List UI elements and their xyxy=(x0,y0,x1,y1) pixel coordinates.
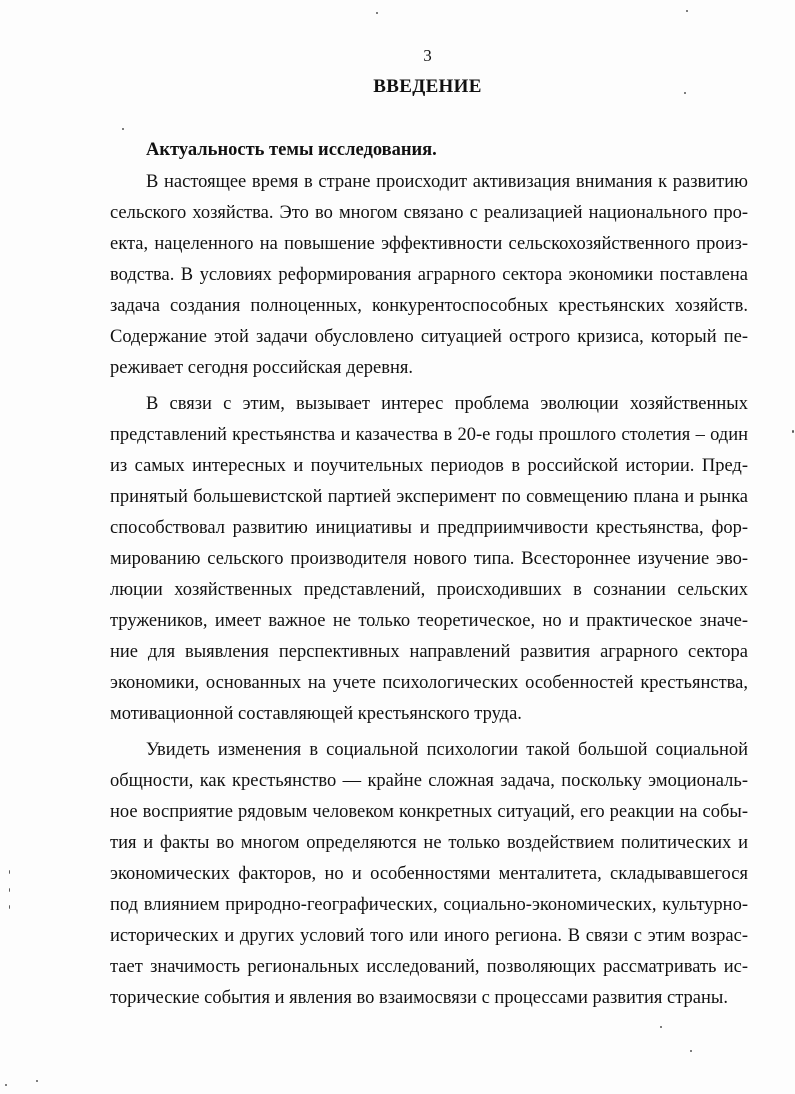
scan-speck xyxy=(9,905,10,909)
scan-speck xyxy=(690,1050,692,1052)
text-line: мированию сельского производителя нового типа. Всестороннее изучение эво- xyxy=(110,549,748,569)
text-line: ное восприятие рядовым человеком конкретных ситуаций, его реакции на собы- xyxy=(110,802,748,822)
text-line: под влиянием природно-географических, социально-экономических, культурно- xyxy=(110,895,748,915)
text-line: торические события и явления во взаимосвязи с процессами развития страны. xyxy=(110,988,728,1008)
scan-speck xyxy=(9,870,10,874)
text-line: В связи с этим, вызывает интерес проблема эволюции хозяйственных xyxy=(146,394,748,414)
text-line: мотивационной составляющей крестьянского труда. xyxy=(110,704,522,724)
text-line: принятый большевистской партией эксперимент по совмещению плана и рынка xyxy=(110,487,748,507)
page-title: ВВЕДЕНИЕ xyxy=(373,76,482,97)
scan-speck xyxy=(36,1080,38,1082)
text-line: задача создания полноценных, конкурентоспособных крестьянских хозяйств. xyxy=(110,296,748,316)
scan-speck xyxy=(684,92,686,94)
text-line: тружеников, имеет важное не только теоретическое, но и практическое значе- xyxy=(110,611,748,631)
text-line: тия и факты во многом определяются не только воздействием политических и xyxy=(110,833,748,853)
scan-speck xyxy=(9,888,10,892)
text-line: представлений крестьянства и казачества в 20-е годы прошлого столетия – один xyxy=(110,425,748,445)
text-line: сельского хозяйства. Это во многом связано с реализацией национального про- xyxy=(110,203,748,223)
text-line: из самых интересных и поучительных периодов в российской истории. Пред- xyxy=(110,456,748,476)
scan-speck xyxy=(5,1084,7,1086)
section-title: Актуальность темы исследования. xyxy=(146,140,437,160)
text-line: исторических и других условий того или иного региона. В связи с этим возрас- xyxy=(110,926,748,946)
text-line: Увидеть изменения в социальной психологии такой большой социальной xyxy=(146,740,748,760)
scan-speck xyxy=(376,12,378,14)
text-line: водства. В условиях реформирования аграрного сектора экономики поставлена xyxy=(110,265,748,285)
text-line: екта, нацеленного на повышение эффективности сельскохозяйственного произ- xyxy=(110,234,748,254)
text-line: способствовал развитию инициативы и предприимчивости крестьянства, фор- xyxy=(110,518,748,538)
text-line: тает значимость региональных исследований, позволяющих рассматривать ис- xyxy=(110,957,748,977)
text-line: В настоящее время в стране происходит активизация внимания к развитию xyxy=(146,172,748,192)
scan-speck xyxy=(122,128,124,130)
text-line: экономических факторов, но и особенностями менталитета, складывавшегося xyxy=(110,864,748,884)
text-line: Содержание этой задачи обусловлено ситуацией острого кризиса, который пе- xyxy=(110,327,748,347)
scan-speck xyxy=(792,430,794,433)
text-line: экономики, основанных на учете психологических особенностей крестьянства, xyxy=(110,673,748,693)
page-number: 3 xyxy=(423,46,432,65)
text-line: ние для выявления перспективных направлений развития аграрного сектора xyxy=(110,642,748,662)
text-line: люции хозяйственных представлений, происходивших в сознании сельских xyxy=(110,580,748,600)
text-line: общности, как крестьянство — крайне сложная задача, поскольку эмоциональ- xyxy=(110,771,748,791)
text-line: реживает сегодня российская деревня. xyxy=(110,358,414,378)
scan-speck xyxy=(660,1026,662,1028)
scan-speck xyxy=(686,10,688,12)
